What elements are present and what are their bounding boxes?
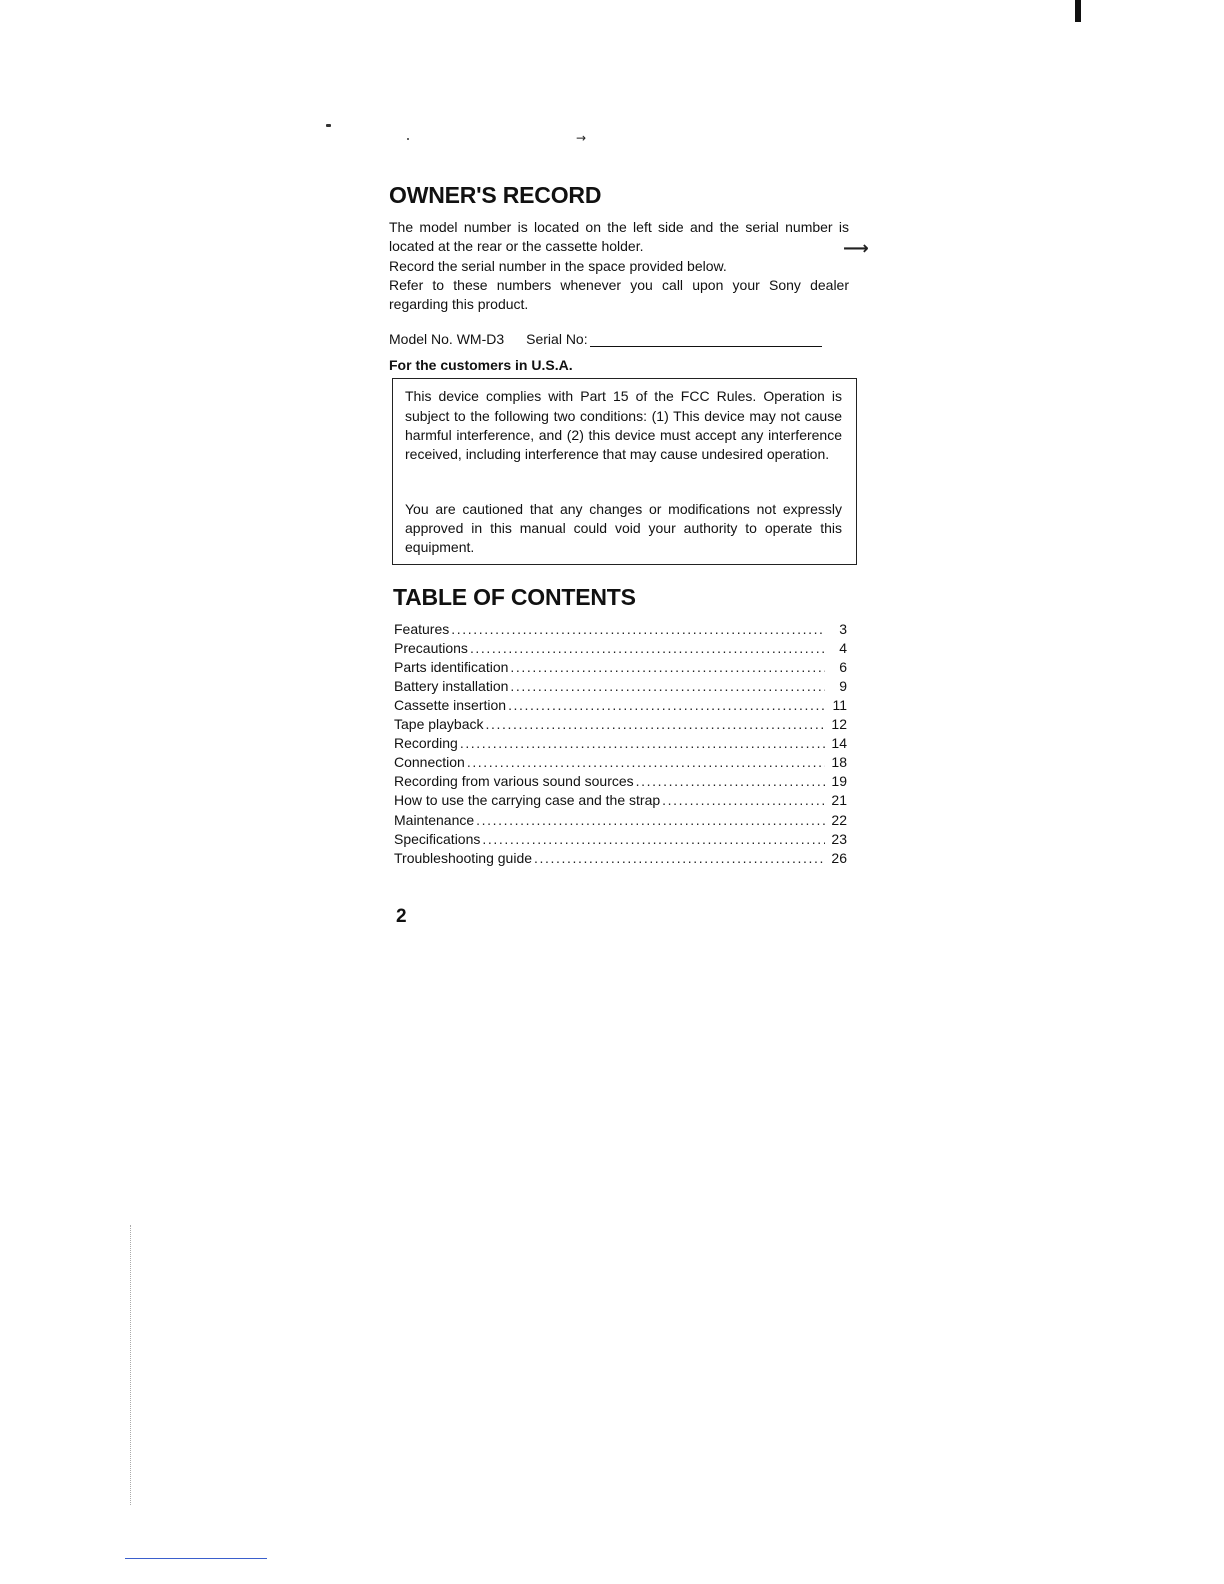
toc-entry [394, 811, 847, 830]
scan-edge-dots [130, 1225, 131, 1505]
toc-entry-page: 4 [839, 639, 847, 656]
toc-entry-label: How to use the carrying case and the strap [394, 792, 661, 809]
model-number-label: Model No. WM-D3 [389, 331, 505, 348]
toc-entry-page: 12 [831, 716, 847, 733]
page-edge-mark [1075, 0, 1081, 22]
arrow-mark-icon: ⟶ [843, 238, 869, 259]
toc-leader [534, 849, 825, 868]
owners-record-line: The model number is located on the left side and the serial number is located at the rear or the cassette holder. [389, 219, 849, 255]
customers-heading: For the customers in U.S.A. [389, 357, 573, 374]
owners-record-title: OWNER'S RECORD [389, 182, 602, 208]
arrow-mark-icon: → [576, 131, 587, 145]
toc-leader [451, 620, 825, 639]
toc-leader [486, 715, 825, 734]
toc-entry [394, 620, 847, 639]
toc-entry-page: 21 [831, 792, 847, 809]
scan-speck [326, 124, 331, 127]
toc-entry [394, 734, 847, 753]
toc-entry-page: 6 [839, 658, 847, 675]
toc-entry-page: 18 [831, 754, 847, 771]
toc-entry [394, 639, 847, 658]
toc-entry [394, 753, 847, 772]
table-of-contents [394, 620, 847, 868]
toc-leader [510, 677, 825, 696]
fcc-paragraph: This device complies with Part 15 of the FCC Rules. Operation is subject to the following two conditions: (1) This device may not cause harmful interference, and (2) this device must accept any interference received, including interference that may cause undesired operation. [405, 388, 842, 463]
toc-leader [662, 791, 825, 810]
toc-leader [476, 811, 825, 830]
model-serial-line [389, 331, 849, 347]
toc-entry-page: 11 [832, 696, 847, 713]
toc-leader [508, 696, 825, 715]
toc-entry-page: 3 [839, 620, 847, 637]
toc-leader [482, 830, 825, 849]
toc-leader [460, 734, 825, 753]
toc-entry-page: 9 [839, 677, 847, 694]
toc-leader [636, 772, 825, 791]
toc-entry [394, 849, 847, 868]
scan-speck [407, 138, 409, 140]
toc-entry-label: Features [394, 620, 450, 637]
owners-record-line: Record the serial number in the space provided below. [389, 257, 727, 274]
toc-title: TABLE OF CONTENTS [393, 583, 636, 610]
toc-entry-label: Maintenance [394, 811, 475, 828]
toc-leader [467, 753, 825, 772]
page-content [389, 182, 849, 928]
toc-entry-page: 22 [831, 811, 847, 828]
fcc-paragraph: You are cautioned that any changes or modifications not expressly approved in this manual could void your authority to operate this equipment. [405, 500, 842, 556]
toc-entry-label: Tape playback [394, 716, 484, 733]
toc-entry-label: Cassette insertion [394, 696, 507, 713]
toc-entry-label: Troubleshooting guide [394, 849, 533, 866]
toc-entry [394, 830, 847, 849]
toc-entry-page: 19 [831, 773, 847, 790]
toc-entry-page: 23 [831, 830, 847, 847]
toc-entry [394, 696, 847, 715]
toc-leader [510, 658, 825, 677]
toc-entry-label: Parts identification [394, 658, 509, 675]
toc-entry-label: Connection [394, 754, 465, 771]
toc-entry-label: Precautions [394, 639, 468, 656]
toc-entry-page: 14 [831, 735, 847, 752]
toc-entry [394, 715, 847, 734]
toc-entry-label: Specifications [394, 830, 481, 847]
serial-number-blank [590, 332, 822, 347]
page-number: 2 [396, 905, 407, 927]
serial-number-label: Serial No: [526, 331, 588, 348]
toc-entry [394, 658, 847, 677]
toc-entry-label: Recording [394, 735, 458, 752]
toc-entry [394, 791, 847, 810]
toc-entry-page: 26 [831, 849, 847, 866]
bottom-rule [125, 1558, 267, 1559]
owners-record-line: Refer to these numbers whenever you call upon your Sony dealer regarding this product. [389, 276, 849, 313]
toc-leader [470, 639, 825, 658]
fcc-notice-box [392, 378, 857, 564]
toc-entry-label: Recording from various sound sources [394, 773, 634, 790]
toc-entry [394, 772, 847, 791]
toc-entry [394, 677, 847, 696]
toc-entry-label: Battery installation [394, 677, 509, 694]
